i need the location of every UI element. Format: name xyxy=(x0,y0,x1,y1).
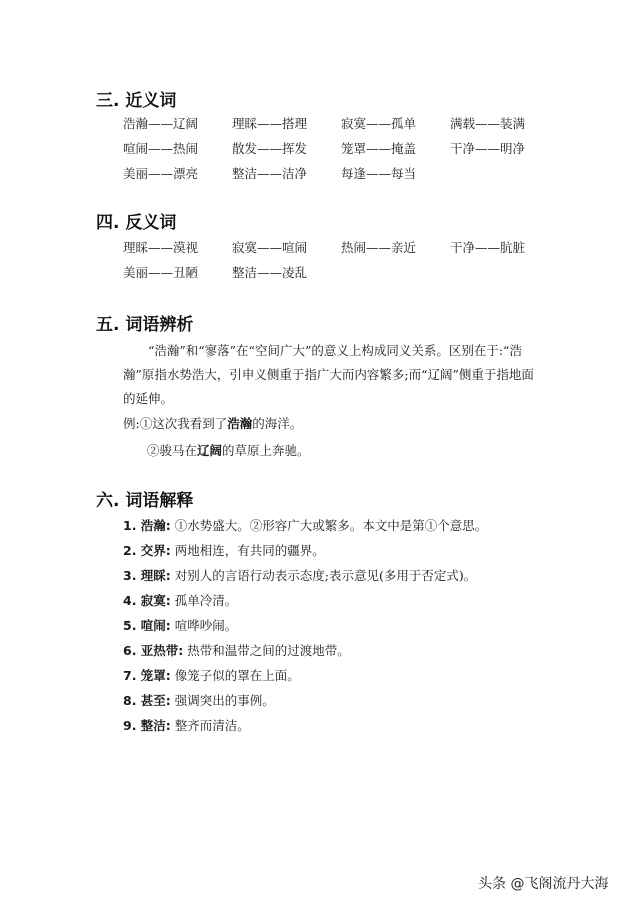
definition-text: 整齐而清洁。 xyxy=(174,718,250,733)
example-text: 的海洋。 xyxy=(252,416,303,431)
definition-term: 5. 喧闹: xyxy=(123,618,171,633)
definition-text: ①水势盛大。②形容广大或繁多。本文中是第①个意思。 xyxy=(174,518,488,533)
section-title-definitions: 六. 词语解释 xyxy=(96,491,194,511)
antonym-pair: 整洁——凌乱 xyxy=(232,265,308,280)
definition-item xyxy=(123,541,487,566)
synonym-pair: 笼罩——掩盖 xyxy=(341,141,417,156)
synonym-pair: 喧闹——热闹 xyxy=(123,141,199,156)
antonym-pair: 热闹——亲近 xyxy=(341,240,417,255)
definition-text: 强调突出的事例。 xyxy=(174,693,275,708)
synonym-pair: 每逢——每当 xyxy=(341,166,417,181)
example-text: 的草原上奔驰。 xyxy=(222,443,310,458)
definition-term: 1. 浩瀚: xyxy=(123,518,171,533)
definition-item xyxy=(123,591,487,616)
example-line-2 xyxy=(147,441,310,461)
section-title-synonyms: 三. 近义词 xyxy=(96,91,177,111)
definition-text: 两地相连，有共同的疆界。 xyxy=(174,543,325,558)
definition-text: 孤单冷清。 xyxy=(174,593,238,608)
definition-term: 8. 甚至: xyxy=(123,693,171,708)
definition-item xyxy=(123,566,487,591)
definition-term: 6. 亚热带: xyxy=(123,643,184,658)
synonym-pair: 理睬——搭理 xyxy=(232,116,308,131)
antonym-list xyxy=(123,238,559,283)
definition-term: 3. 理睬: xyxy=(123,568,171,583)
synonym-pair: 美丽——漂亮 xyxy=(123,166,199,181)
synonym-pair: 满载——装满 xyxy=(450,116,526,131)
antonym-pair: 寂寞——喧闹 xyxy=(232,240,308,255)
definition-item xyxy=(123,716,487,741)
definition-term: 4. 寂寞: xyxy=(123,593,171,608)
definition-text: 热带和温带之间的过渡地带。 xyxy=(187,643,350,658)
synonym-pair: 整洁——洁净 xyxy=(232,166,308,181)
example-line-1 xyxy=(123,414,302,434)
antonym-pair: 理睬——漠视 xyxy=(123,240,199,255)
synonym-pair: 散发——挥发 xyxy=(232,141,308,156)
analysis-paragraph: “浩瀚”和“寥落”在“空间广大”的意义上构成同义关系。区别在于:“浩瀚”原指水势浩大，引申义侧重于指广大而内容繁多;而“辽阔”侧重于指地面的延伸。 xyxy=(123,343,534,406)
watermark: 头条 @飞阁流丹大海 xyxy=(478,876,609,892)
definition-text: 喧哗吵闹。 xyxy=(174,618,238,633)
synonym-list xyxy=(123,114,559,184)
definition-term: 7. 笼罩: xyxy=(123,668,171,683)
definition-term: 9. 整洁: xyxy=(123,718,171,733)
definition-item xyxy=(123,516,487,541)
section-title-antonyms: 四. 反义词 xyxy=(96,213,177,233)
definition-item xyxy=(123,616,487,641)
synonym-pair: 寂寞——孤单 xyxy=(341,116,417,131)
definition-text: 对别人的言语行动表示态度;表示意见(多用于否定式)。 xyxy=(174,568,477,583)
section-title-analysis: 五. 词语辨析 xyxy=(96,315,194,335)
example-label: 例: xyxy=(123,416,140,431)
synonym-pair: 干净——明净 xyxy=(450,141,526,156)
example-text: ②骏马在 xyxy=(147,443,198,458)
definition-item xyxy=(123,641,487,666)
definition-list xyxy=(123,516,487,741)
antonym-pair: 美丽——丑陋 xyxy=(123,265,199,280)
definition-text: 像笼子似的罩在上面。 xyxy=(174,668,300,683)
definition-term: 2. 交界: xyxy=(123,543,171,558)
definition-item xyxy=(123,666,487,691)
definition-item xyxy=(123,691,487,716)
antonym-pair: 干净——肮脏 xyxy=(450,240,526,255)
example-highlight: 辽阔 xyxy=(197,443,223,458)
synonym-pair: 浩瀚——辽阔 xyxy=(123,116,199,131)
example-text: ①这次我看到了 xyxy=(139,416,228,431)
example-highlight: 浩瀚 xyxy=(227,416,253,431)
